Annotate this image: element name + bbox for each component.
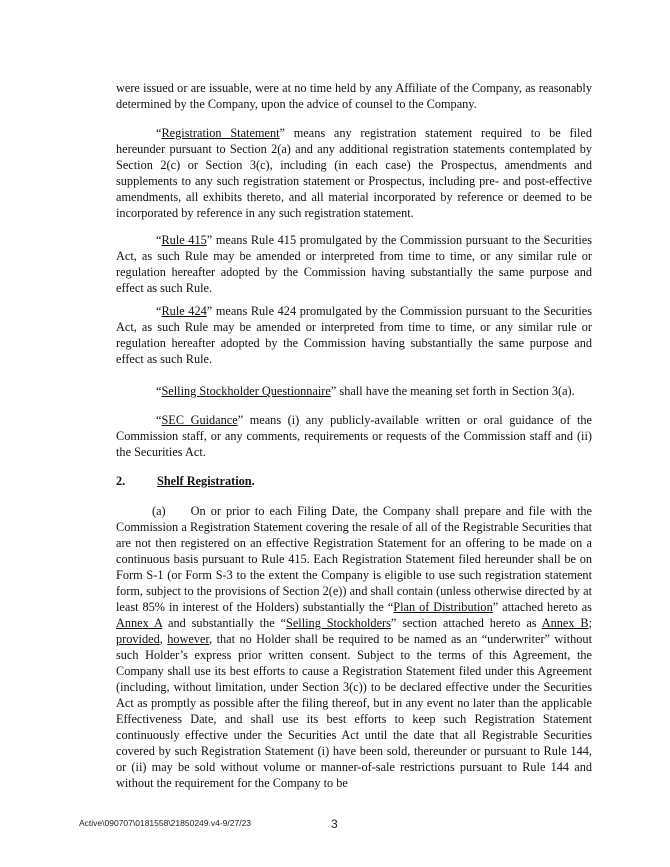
provided-term: provided [116,632,160,646]
annex-a-reference: Annex A [116,616,163,630]
however-term: however [167,632,210,646]
annex-b-reference: Annex B [541,616,589,630]
definition-registration-statement: “Registration Statement” means any registration statement required to be filed hereunder pursuant to Section 2(a) and any additional registration statements contemplated by Section 2(c) or Section 3(c), including (in each case) the Prospectus, amendments and supplements to any such registration statement or Prospectus, including pre- and post-effective amendments, all exhibits thereto, and all material incorporated by reference or deemed to be incorporated by reference in any such registration statement. [116,126,593,220]
definition-rule-415: “Rule 415” means Rule 415 promulgated by the Commission pursuant to the Securities Act, as such Rule may be amended or interpreted from time to time, or any similar rule or regulation hereafter adopted by the Commission having substantially the same purpose and effect as such Rule. [116,233,592,295]
defined-term: Rule 424 [161,304,207,318]
section-heading: 2. Shelf Registration. [116,474,255,488]
section-2a-paragraph: (a) On or prior to each Filing Date, the Company shall prepare and file with the Commission a Registration Statement covering the resale of all of the Registrable Securities that are not then registered on an effective Registration Statement for an offering to be made on a continuous basis pursuant to Rule 415. Each Registration Statement filed hereunder shall be on Form S-1 (or Form S-3 to the extent the Company is eligible to use such registration statement form, subject to the provisions of Section 2(e)) and shall contain (unless otherwise directed by at least 85% in interest of the Holders) substantially the “Plan of Distribution” attached hereto as Annex A and substantially the “Selling Stockholders” section attached hereto as Annex B; provided, however, that no Holder shall be required to be named as an “underwriter” without such Holder’s express prior written consent. Subject to the terms of this Agreement, the Company shall use its best efforts to cause a Registration Statement filed under this Agreement (including, without limitation, under Section 3(c)) to be declared effective under the Securities Act as promptly as possible after the filing thereof, but in any event no later than the applicable Effectiveness Date, and shall use its best efforts to keep such Registration Statement continuously effective under the Securities Act until the date that all Registrable Securities covered by such Registration Statement (i) have been sold, thereunder or pursuant to Rule 144, or (ii) may be sold without volume or manner-of-sale restrictions pursuant to Rule 144 and without the requirement for the Company to be [116,504,592,790]
plan-of-distribution-term: Plan of Distribution [393,600,493,614]
selling-stockholders-term: Selling Stockholders [286,616,391,630]
paragraph-continuation: were issued or are issuable, were at no time held by any Affiliate of the Company, as reasonably determined by the Company, upon the advice of counsel to the Company. [116,81,592,111]
document-id-footer: Active\090707\0181558\21850249.v4-9/27/23 [79,818,252,828]
definition-sec-guidance: “SEC Guidance” means (i) any publicly-available written or oral guidance of the Commission staff, or any comments, requirements or requests of the Commission staff and (ii) the Securities Act. [116,413,592,459]
defined-term: Selling Stockholder Questionnaire [161,384,331,398]
section-title: Shelf Registration [157,474,252,488]
defined-term: Rule 415 [161,233,207,247]
section-number: 2. [116,474,126,488]
subsection-label: (a) [152,504,166,518]
defined-term: Registration Statement [161,126,280,140]
page-number: 3 [331,817,338,831]
definition-rule-424: “Rule 424” means Rule 424 promulgated by the Commission pursuant to the Securities Act, as such Rule may be amended or interpreted from time to time, or any similar rule or regulation hereafter adopted by the Commission having substantially the same purpose and effect as such Rule. [116,304,592,366]
defined-term: SEC Guidance [161,413,238,427]
definition-selling-stockholder-questionnaire: “Selling Stockholder Questionnaire” shall have the meaning set forth in Section 3(a). [156,384,575,398]
